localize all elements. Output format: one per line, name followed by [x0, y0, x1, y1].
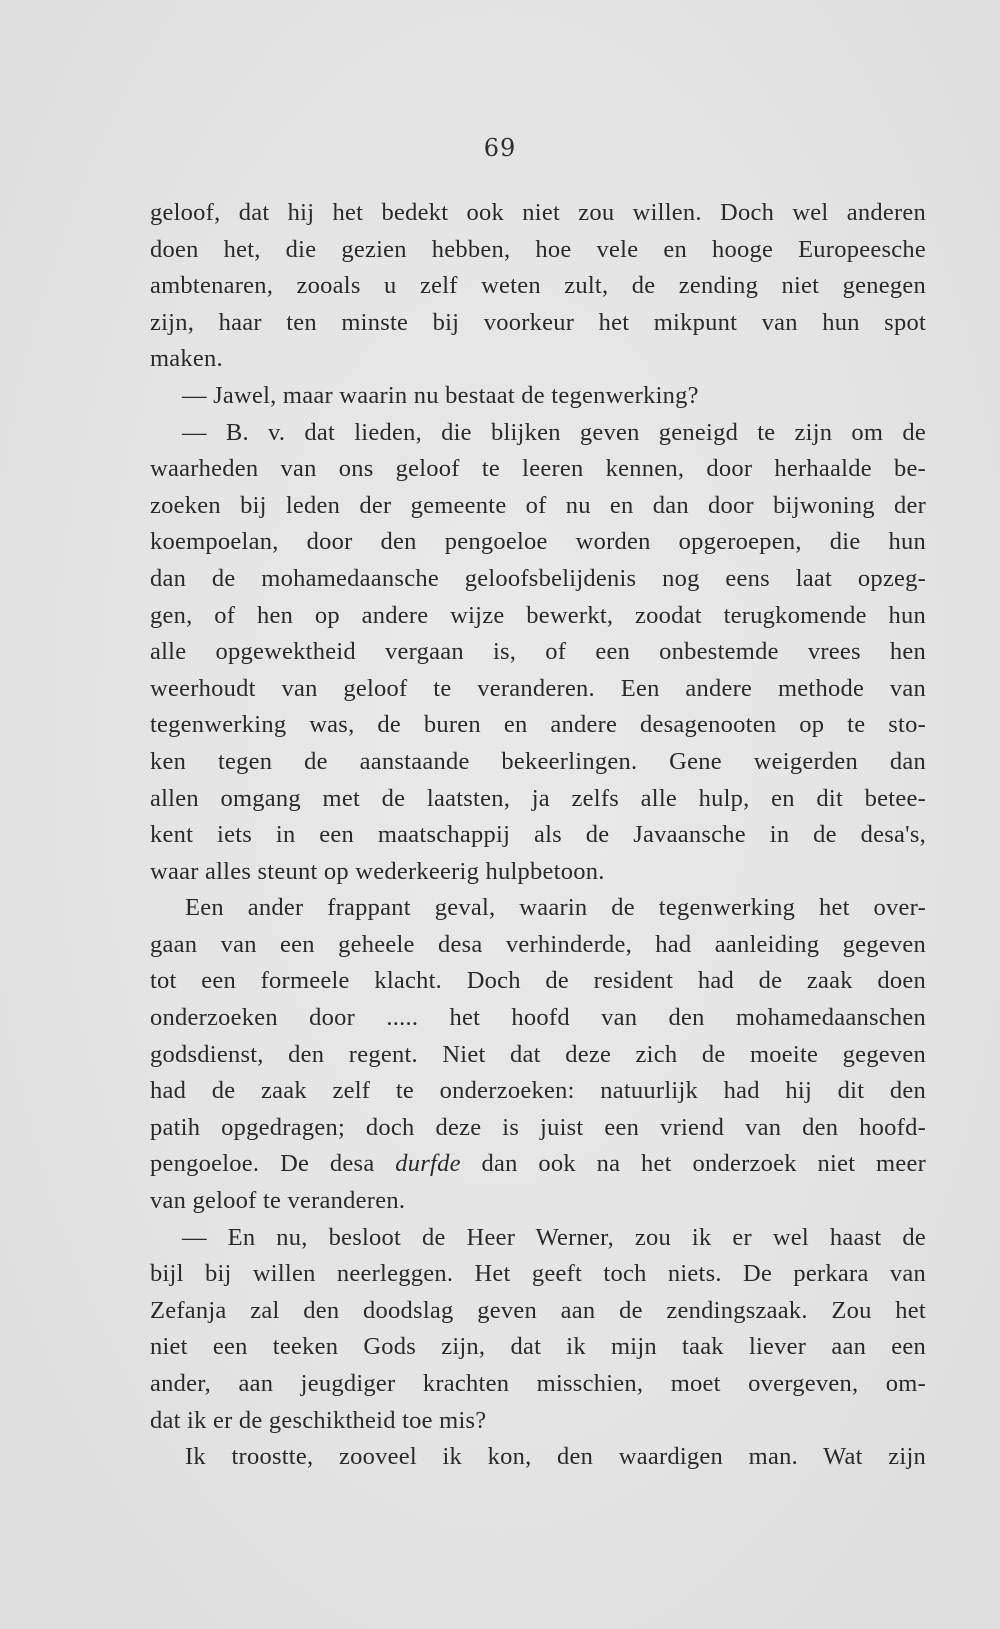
- text-line: geloof, dat hij het bedekt ook niet zou willen. Doch wel anderen: [150, 199, 926, 226]
- text-line: godsdienst, den regent. Niet dat deze zich de moeite gegeven: [150, 1040, 926, 1068]
- body-text: [150, 195, 926, 1476]
- text-line: gaan van een geheele desa verhinderde, had aanleiding gegeven: [150, 930, 926, 958]
- text-segment: pengoeloe. De desa: [150, 1150, 375, 1178]
- text-line: alle opgewektheid vergaan is, of een onbestemde vrees hen: [150, 638, 926, 666]
- text-line: niet een teeken Gods zijn, dat ik mijn taak liever aan een: [150, 1333, 926, 1361]
- text-line: Een ander frappant geval, waarin de tegenwerking het over-: [185, 894, 926, 922]
- text-line: tot een formeele klacht. Doch de resident had de zaak doen: [150, 967, 926, 995]
- text-line: zijn, haar ten minste bij voorkeur het mikpunt van hun spot: [150, 308, 926, 336]
- text-line: — B. v. dat lieden, die blijken geven geneigd te zijn om de: [182, 418, 926, 446]
- text-segment: dan ook na het onderzoek niet meer: [481, 1150, 927, 1178]
- text-line: waarheden van ons geloof te leeren kennen, door herhaalde be-: [150, 455, 926, 483]
- text-line: dat ik er de geschiktheid toe mis?: [150, 1406, 487, 1434]
- text-line: waar alles steunt op wederkeerig hulpbetoon.: [150, 857, 605, 885]
- text-line: Zefanja zal den doodslag geven aan de zendingszaak. Zou het: [150, 1296, 926, 1324]
- text-line: ambtenaren, zooals u zelf weten zult, de zending niet genegen: [150, 272, 926, 300]
- text-line: doen het, die gezien hebben, hoe vele en hooge Europeesche: [150, 235, 926, 263]
- text-line: Ik troostte, zooveel ik kon, den waardigen man. Wat zijn: [185, 1443, 926, 1471]
- text-line: onderzoeken door ..... het hoofd van den mohamedaanschen: [150, 1004, 926, 1032]
- text-line: van geloof te veranderen.: [150, 1187, 406, 1215]
- text-line: ken tegen de aanstaande bekeerlingen. Gene weigerden dan: [150, 747, 926, 775]
- text-line: dan de mohamedaansche geloofsbelijdenis nog eens laat opzeg-: [150, 564, 926, 592]
- text-line: koempoelan, door den pengoeloe worden opgeroepen, die hun: [150, 528, 926, 556]
- page-number: 69: [483, 134, 517, 162]
- text-line: had de zaak zelf te onderzoeken: natuurlijk had hij dit den: [150, 1077, 926, 1105]
- text-line-with-italic: [150, 1146, 926, 1183]
- text-line: weerhoudt van geloof te veranderen. Een andere methode van: [150, 674, 926, 702]
- text-line: gen, of hen op andere wijze bewerkt, zoodat terugkomende hun: [150, 601, 926, 629]
- text-line: — Jawel, maar waarin nu bestaat de tegenwerking?: [182, 381, 699, 409]
- text-line: tegenwerking was, de buren en andere desagenooten op te sto-: [150, 711, 926, 739]
- text-line: kent iets in een maatschappij als de Javaansche in de desa's,: [150, 821, 926, 849]
- text-line: allen omgang met de laatsten, ja zelfs alle hulp, en dit betee-: [150, 784, 926, 812]
- text-line: ander, aan jeugdiger krachten misschien, moet overgeven, om-: [150, 1370, 926, 1397]
- text-line: zoeken bij leden der gemeente of nu en dan door bijwoning der: [150, 491, 926, 519]
- italic-word: durfde: [395, 1150, 461, 1178]
- text-line: — En nu, besloot de Heer Werner, zou ik er wel haast de: [182, 1223, 926, 1251]
- text-line: bijl bij willen neerleggen. Het geeft toch niets. De perkara van: [150, 1260, 926, 1288]
- text-line: maken.: [150, 345, 223, 373]
- text-line: patih opgedragen; doch deze is juist een vriend van den hoofd-: [150, 1113, 926, 1141]
